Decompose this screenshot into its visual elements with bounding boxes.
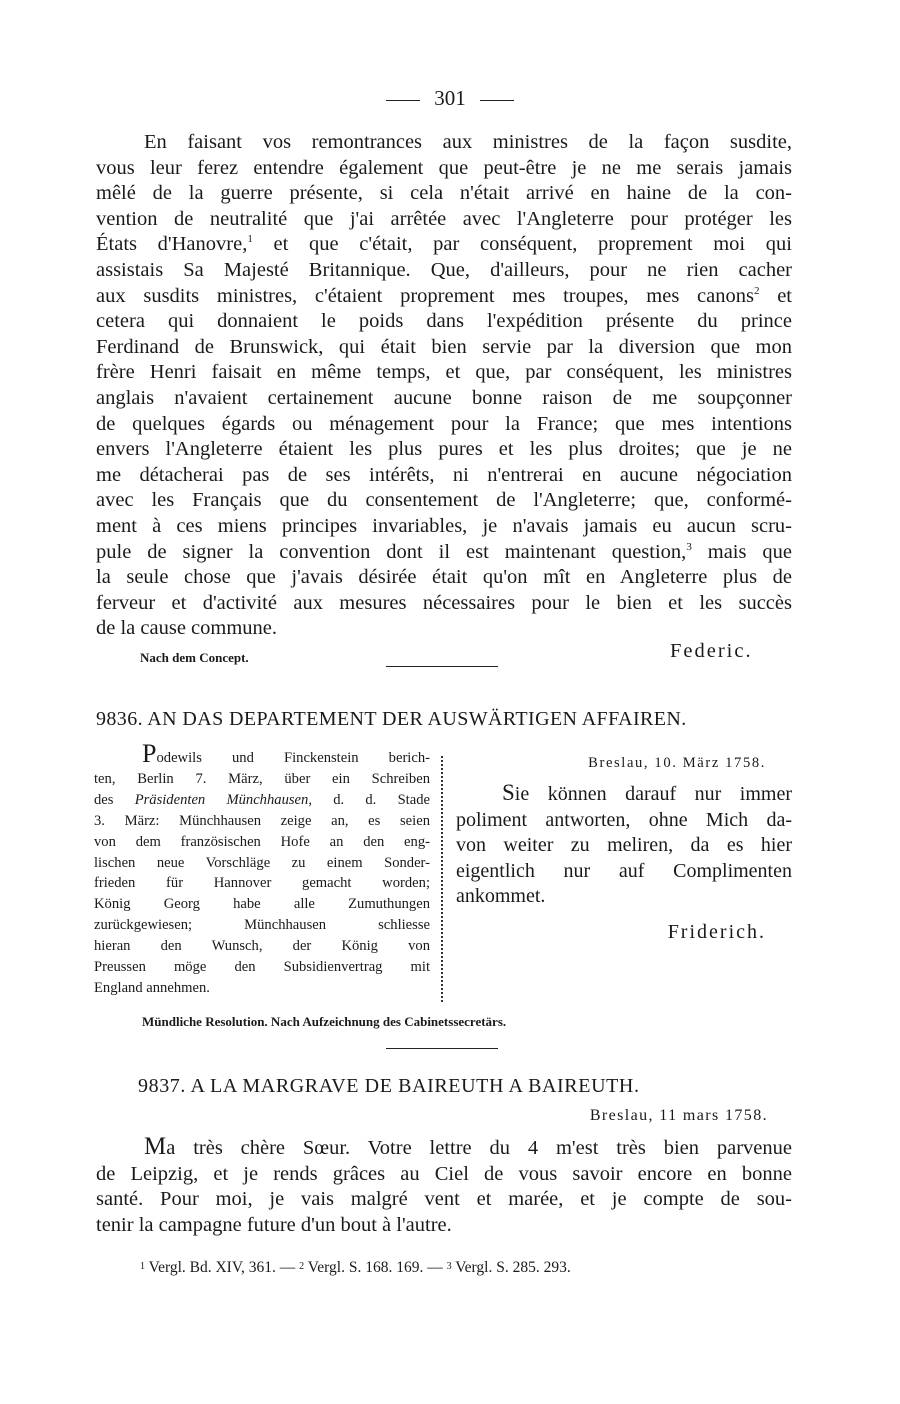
signature: Friderich. xyxy=(667,920,766,943)
footnote-text: Vergl. S. 285. 293. xyxy=(455,1259,571,1276)
column-divider xyxy=(441,756,443,1002)
text-line xyxy=(94,739,430,769)
text-fragment: mais que xyxy=(691,540,792,563)
text-line: la seule chose que j'avais désirée était qu'on mît en Angleterre plus de xyxy=(96,566,792,589)
page-header xyxy=(0,86,900,111)
text-line: England annehmen. xyxy=(94,979,210,996)
text-line: ankommet. xyxy=(456,885,546,907)
text-line: von weiter zu meliren, da es hier xyxy=(456,834,792,856)
text-line: zurückgewiesen; Münchhausen schliesse xyxy=(94,917,430,934)
text-fragment: ie können darauf nur immer xyxy=(514,783,792,805)
text-line xyxy=(96,284,792,310)
text-fragment: États d'Hanovre, xyxy=(96,233,248,256)
initial-letter: S xyxy=(502,780,515,805)
initial-letter: P xyxy=(142,739,157,768)
text-fragment: , d. d. Stade xyxy=(308,791,430,808)
footnote-mark: 2 xyxy=(753,284,760,297)
text-line: santé. Pour moi, je vais malgré vent et marée, et je compte de sou- xyxy=(96,1188,792,1211)
resolution-text xyxy=(456,780,792,910)
text-line: avec les Français que du consentement de l'Angleterre; que, conformé- xyxy=(96,489,792,512)
header-rule-left xyxy=(386,100,420,101)
text-line: von dem französischen Hofe an den eng- xyxy=(94,833,430,850)
dateline: Breslau, 10. März 1758. xyxy=(588,755,766,771)
text-line: ment à ces miens principes invariables, je n'avais jamais eu aucun scru- xyxy=(96,514,792,537)
text-line: vous leur ferez entendre également que peut-être je ne me serais jamais xyxy=(96,156,792,179)
text-line: En faisant vos remontrances aux ministres de la façon susdite, xyxy=(144,131,792,153)
text-line: tenir la campagne future d'un bout à l'autre. xyxy=(96,1213,452,1236)
text-line: ten, Berlin 7. März, über ein Schreiben xyxy=(94,770,430,787)
text-fragment: pule de signer la convention dont il est maintenant question, xyxy=(96,540,687,563)
section-divider xyxy=(386,666,498,667)
footnote-mark: 1 xyxy=(140,1261,145,1272)
text-fragment: odewils und Finckenstein berich- xyxy=(156,750,430,766)
footnote-mark: 3 xyxy=(446,1261,452,1272)
text-line: hieran den Wunsch, der König von xyxy=(94,938,430,955)
letter-paragraph xyxy=(96,130,792,642)
resolution-column xyxy=(456,752,792,944)
footnote-mark: 2 xyxy=(299,1261,305,1272)
text-line: lischen neue Vorschläge zu einem Sonder- xyxy=(94,854,430,871)
text-line xyxy=(94,790,430,811)
document-heading: 9837. A LA MARGRAVE DE BAIREUTH A BAIREUTH. xyxy=(138,1075,640,1097)
text-line: assistais Sa Majesté Britannique. Que, d'ailleurs, pour ne rien cacher xyxy=(96,258,792,281)
text-line: de quelques égards ou ménagement pour la France; que mes intentions xyxy=(96,412,792,435)
page-number: 301 xyxy=(434,86,466,110)
text-line xyxy=(456,780,792,808)
text-line: me détacherai pas de ses intérêts, ni n'entrerai en aucune négociation xyxy=(96,463,792,486)
footnote-text: Vergl. S. 168. 169. — xyxy=(307,1259,447,1276)
text-line: poliment antworten, ohne Mich da- xyxy=(456,808,792,831)
source-note: Mündliche Resolution. Nach Aufzeichnung des Cabinetssecretärs. xyxy=(142,1014,507,1029)
text-line: frère Henri faisait en même temps, et que, par conséquent, les ministres xyxy=(96,361,792,384)
dateline: Breslau, 11 mars 1758. xyxy=(589,1107,768,1124)
text-fragment: a très chère Sœur. Votre lettre du 4 m'est très bien parvenue xyxy=(166,1137,792,1159)
text-line: eigentlich nur auf Complimenten xyxy=(456,859,792,882)
text-line xyxy=(96,1134,792,1162)
header-rule-right xyxy=(480,100,514,101)
text-line: Preussen möge den Subsidienvertrag mit xyxy=(94,959,430,976)
text-line: König Georg habe alle Zumuthungen xyxy=(94,896,430,913)
text-line: anglais n'avaient certainement aucune bonne raison de me soupçonner xyxy=(96,386,792,409)
text-line xyxy=(96,232,792,258)
text-line: mêlé de la guerre présente, si cela n'était arrivé en haine de la con- xyxy=(96,182,792,205)
footnote-mark: 1 xyxy=(247,233,253,246)
initial-letter: M xyxy=(144,1133,167,1160)
signature: Federic. xyxy=(670,640,753,662)
text-line: de la cause commune. xyxy=(96,617,278,640)
summary-column xyxy=(94,739,430,999)
text-line: ferveur et d'activité aux mesures nécessaires pour le bien et les succès xyxy=(96,591,792,614)
section-divider xyxy=(386,1048,498,1049)
text-fragment: et que c'était, par conséquent, proprement moi qui xyxy=(252,233,792,256)
text-line xyxy=(96,540,792,566)
text-line: 3. März: Münchhausen zeige an, es seien xyxy=(94,812,430,829)
text-line: de Leipzig, et je rends grâces au Ciel de vous savoir encore en bonne xyxy=(96,1162,792,1185)
text-fragment: aux susdits ministres, c'étaient proprement mes troupes, mes canons xyxy=(96,284,754,307)
text-line: cetera qui donnaient le poids dans l'expédition présente du prince xyxy=(96,310,792,333)
text-line: envers l'Angleterre étaient les plus pures et les plus droites; que je ne xyxy=(96,438,792,461)
text-line: Ferdinand de Brunswick, qui était bien servie par la diversion que mon xyxy=(96,335,792,358)
text-line: frieden für Hannover gemacht worden; xyxy=(94,875,430,892)
footnote-mark: 3 xyxy=(686,540,692,553)
footnotes xyxy=(140,1259,571,1277)
source-note: Nach dem Concept. xyxy=(140,650,249,665)
text-fragment: et xyxy=(759,284,792,307)
text-fragment-italic: Präsidenten Münchhausen xyxy=(134,791,309,808)
text-fragment: des xyxy=(94,791,135,808)
letter-paragraph xyxy=(96,1134,792,1238)
footnote-text: Vergl. Bd. XIV, 361. — xyxy=(148,1259,300,1276)
text-line: vention de neutralité que j'ai arrêtée avec l'Angleterre pour protéger les xyxy=(96,207,792,230)
document-heading: 9836. AN DAS DEPARTEMENT DER AUSWÄRTIGEN AFFAIREN. xyxy=(96,708,687,730)
